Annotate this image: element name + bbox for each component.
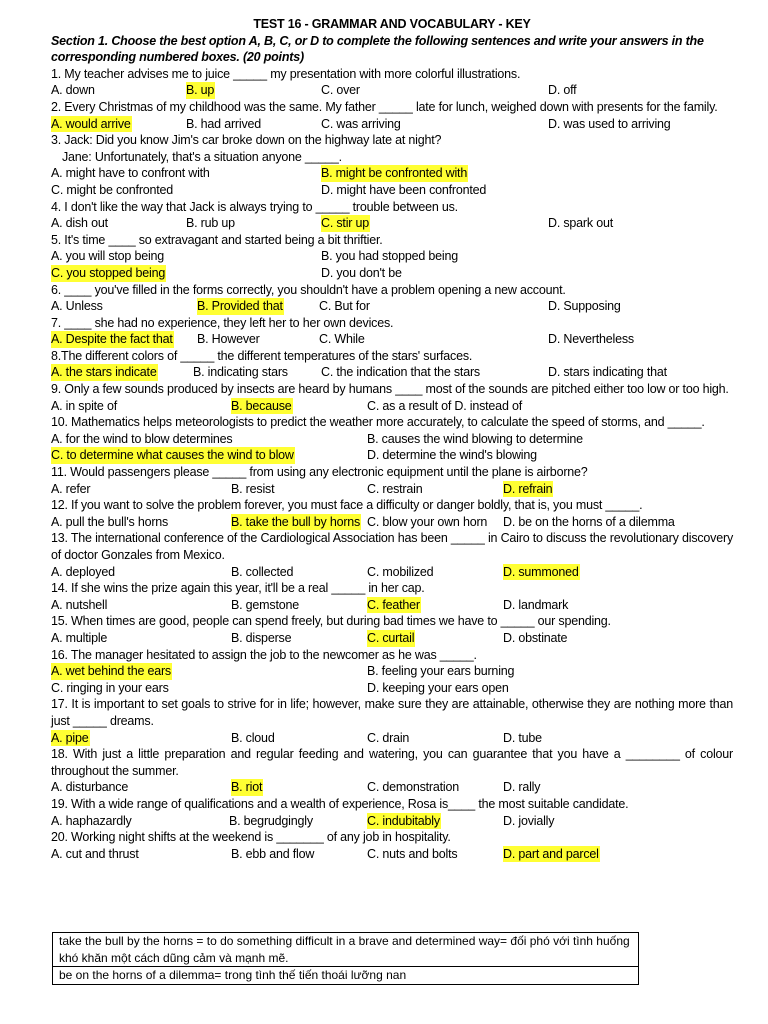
note-horns-of-dilemma: be on the horns of a dilemma= trong tình thế tiến thoái lưỡng nan: [53, 966, 638, 984]
options-row: [51, 116, 733, 133]
question-stem: 6. ____ you've filled in the forms correctly, you shouldn't have a problem opening a new account.: [51, 282, 566, 297]
answer-option: A. you will stop being: [51, 249, 165, 264]
answer-option: C. drain: [367, 730, 410, 745]
answer-option: C. as a result of D. instead of: [367, 398, 522, 413]
question-stem: 3. Jack: Did you know Jim's car broke down on the highway late at night?: [51, 133, 442, 148]
options-row: [51, 680, 733, 697]
answer-option: B. indicating stars: [193, 365, 288, 380]
question-stem: 9. Only a few sounds produced by insects are heard by humans ____ most of the sounds are pitched either too low or too high.: [51, 382, 729, 397]
question-stem: 14. If she wins the prize again this year, it'll be a real _____ in her cap.: [51, 581, 425, 596]
question-11: [51, 464, 733, 497]
answer-option: D. rally: [503, 780, 541, 795]
correct-answer-option: D. summoned: [503, 564, 579, 579]
options-row: [51, 215, 733, 232]
correct-answer-option: B. riot: [231, 780, 263, 795]
correct-answer-option: B. Provided that: [197, 299, 283, 314]
question-stem: 2. Every Christmas of my childhood was the same. My father _____ late for lunch, weighed down with presents for the family.: [51, 99, 718, 114]
answer-option: B. collected: [231, 564, 294, 579]
options-row: [51, 331, 733, 348]
answer-option: C. restrain: [367, 481, 423, 496]
correct-answer-option: A. Despite the fact that: [51, 332, 173, 347]
question-stem: 11. Would passengers please _____ from using any electronic equipment until the plane is airborne?: [51, 465, 588, 480]
answer-option: A. multiple: [51, 630, 108, 645]
answer-option: D. might have been confronted: [321, 182, 487, 197]
correct-answer-option: A. the stars indicate: [51, 365, 157, 380]
question-6: [51, 282, 733, 315]
correct-answer-option: C. curtail: [367, 630, 415, 645]
question-15: [51, 613, 733, 646]
answer-option: C. nuts and bolts: [367, 846, 458, 861]
question-18: [51, 746, 733, 796]
options-row: [51, 630, 733, 647]
question-19: [51, 796, 733, 829]
question-stem: 1. My teacher advises me to juice _____ my presentation with more colorful illustrations.: [51, 66, 521, 81]
question-10: [51, 414, 733, 464]
section-instructions: Section 1. Choose the best option A, B, C, or D to complete the following sentences and write your answers in the corresponding numbered boxes. (20 points): [51, 33, 704, 65]
answer-option: B. causes the wind blowing to determine: [367, 431, 583, 446]
answer-option: D. keeping your ears open: [367, 680, 509, 695]
options-row: [51, 182, 733, 199]
question-list: [51, 66, 733, 863]
question-3: [51, 132, 733, 198]
answer-option: A. haphazardly: [51, 813, 132, 828]
question-5: [51, 232, 733, 282]
answer-option: C. over: [321, 83, 360, 98]
answer-option: D. tube: [503, 730, 542, 745]
answer-option: B. you had stopped being: [321, 249, 458, 264]
options-row: [51, 481, 733, 498]
answer-option: B. rub up: [186, 216, 235, 231]
correct-answer-option: A. wet behind the ears: [51, 664, 171, 679]
answer-key: [51, 16, 733, 862]
options-row: [51, 846, 733, 863]
question-1: [51, 66, 733, 99]
question-stem: 18. With just a little preparation and regular feeding and watering, you can guarantee that you have a ________ of colour throughout the summer.: [51, 747, 733, 778]
answer-option: D. spark out: [548, 216, 613, 231]
options-row: [51, 298, 733, 315]
page-title: TEST 16 - GRAMMAR AND VOCABULARY - KEY: [253, 17, 531, 31]
answer-option: C. While: [319, 332, 365, 347]
answer-option: A. refer: [51, 481, 91, 496]
answer-option: D. Supposing: [548, 299, 621, 314]
question-stem: 10. Mathematics helps meteorologists to predict the weather more accurately, to calculate the speed of storms, and _____.: [51, 415, 705, 430]
options-row: [51, 779, 733, 796]
answer-option: A. might have to confront with: [51, 166, 210, 181]
options-row: [51, 597, 733, 614]
question-stem: 7. ____ she had no experience, they left her to her own devices.: [51, 315, 394, 330]
options-row: [51, 447, 733, 464]
question-14: [51, 580, 733, 613]
question-7: [51, 315, 733, 348]
answer-option: B. feeling your ears burning: [367, 664, 515, 679]
question-16: [51, 647, 733, 697]
answer-option: A. down: [51, 83, 95, 98]
correct-answer-option: C. indubitably: [367, 813, 440, 828]
answer-option: A. deployed: [51, 564, 115, 579]
question-stem: 8.The different colors of _____ the different temperatures of the stars' surfaces.: [51, 348, 473, 363]
question-stem: 12. If you want to solve the problem forever, you must face a difficulty or danger boldly, that is, you must _____.: [51, 498, 643, 513]
question-stem: 17. It is important to set goals to strive for in life; however, make sure they are attainable, otherwise they are nothing more than just _____ dreams.: [51, 697, 733, 728]
answer-option: D. jovially: [503, 813, 555, 828]
answer-option: D. obstinate: [503, 630, 568, 645]
answer-option: A. in spite of: [51, 398, 117, 413]
options-row: [51, 564, 733, 581]
options-row: [51, 248, 733, 265]
options-row: [51, 265, 733, 282]
correct-answer-option: C. you stopped being: [51, 265, 166, 280]
answer-option: C. But for: [319, 299, 370, 314]
vocabulary-note-box: [52, 932, 639, 985]
question-stem: 13. The international conference of the Cardiological Association has been _____ in Cairo to discuss the revolutionary discovery of doctor Gonzales from Mexico.: [51, 531, 733, 562]
answer-option: D. stars indicating that: [548, 365, 667, 380]
answer-option: B. had arrived: [186, 116, 262, 131]
correct-answer-option: D. refrain: [503, 481, 553, 496]
answer-option: D. Nevertheless: [548, 332, 634, 347]
question-2: [51, 99, 733, 132]
options-row: [51, 165, 733, 182]
question-17: [51, 696, 733, 746]
options-row: [51, 82, 733, 99]
answer-option: D. landmark: [503, 597, 569, 612]
options-row: [51, 514, 733, 531]
correct-answer-option: A. would arrive: [51, 116, 131, 131]
answer-option: D. off: [548, 83, 577, 98]
answer-option: B. resist: [231, 481, 275, 496]
answer-option: A. dish out: [51, 216, 108, 231]
options-row: [51, 398, 733, 415]
correct-answer-option: B. up: [186, 83, 215, 98]
answer-option: A. nutshell: [51, 597, 108, 612]
answer-option: C. might be confronted: [51, 182, 174, 197]
answer-option: B. gemstone: [231, 597, 299, 612]
answer-option: D. determine the wind's blowing: [367, 448, 537, 463]
answer-option: C. ringing in your ears: [51, 680, 169, 695]
answer-option: C. blow your own horn: [367, 514, 488, 529]
question-stem: 4. I don't like the way that Jack is always trying to _____ trouble between us.: [51, 199, 458, 214]
question-20: [51, 829, 733, 862]
correct-answer-option: C. feather: [367, 597, 420, 612]
answer-option: D. was used to arriving: [548, 116, 671, 131]
options-row: [51, 730, 733, 747]
question-4: [51, 199, 733, 232]
answer-option: B. begrudgingly: [229, 813, 313, 828]
question-stem: 16. The manager hesitated to assign the job to the newcomer as he was _____.: [51, 647, 477, 662]
answer-option: A. Unless: [51, 299, 103, 314]
answer-option: C. was arriving: [321, 116, 401, 131]
note-take-the-bull: take the bull by the horns = to do something difficult in a brave and determined way= đối phó với tình huống khó khăn một cách dũng cảm và mạnh mẽ.: [59, 934, 630, 965]
question-stem: 15. When times are good, people can spend freely, but during bad times we have to _____ our spending.: [51, 614, 611, 629]
answer-option: B. However: [197, 332, 260, 347]
answer-option: D. you don't be: [321, 265, 402, 280]
answer-option: C. mobilized: [367, 564, 434, 579]
correct-answer-option: D. part and parcel: [503, 846, 599, 861]
question-9: [51, 381, 733, 414]
answer-option: C. demonstration: [367, 780, 459, 795]
correct-answer-option: C. to determine what causes the wind to blow: [51, 448, 294, 463]
options-row: [51, 813, 733, 830]
options-row: [51, 364, 733, 381]
correct-answer-option: B. might be confronted with: [321, 166, 468, 181]
answer-option: A. pull the bull's horns: [51, 514, 169, 529]
options-row: [51, 663, 733, 680]
question-13: [51, 530, 733, 580]
question-stem: 20. Working night shifts at the weekend is _______ of any job in hospitality.: [51, 830, 451, 845]
answer-option: A. disturbance: [51, 780, 129, 795]
question-stem: 5. It's time ____ so extravagant and started being a bit thriftier.: [51, 232, 383, 247]
answer-option: A. for the wind to blow determines: [51, 431, 233, 446]
answer-option: D. be on the horns of a dilemma: [503, 514, 675, 529]
question-8: [51, 348, 733, 381]
answer-option: A. cut and thrust: [51, 846, 139, 861]
options-row: [51, 431, 733, 448]
correct-answer-option: B. because: [231, 398, 292, 413]
answer-option: C. the indication that the stars: [321, 365, 480, 380]
answer-option: B. cloud: [231, 730, 275, 745]
answer-option: B. ebb and flow: [231, 846, 315, 861]
question-12: [51, 497, 733, 530]
correct-answer-option: A. pipe: [51, 730, 89, 745]
correct-answer-option: C. stir up: [321, 216, 370, 231]
correct-answer-option: B. take the bull by horns: [231, 514, 361, 529]
question-dialogue-line: Jane: Unfortunately, that's a situation anyone _____.: [62, 149, 342, 164]
question-stem: 19. With a wide range of qualifications and a wealth of experience, Rosa is____ the most suitable candidate.: [51, 796, 629, 811]
answer-option: B. disperse: [231, 630, 292, 645]
